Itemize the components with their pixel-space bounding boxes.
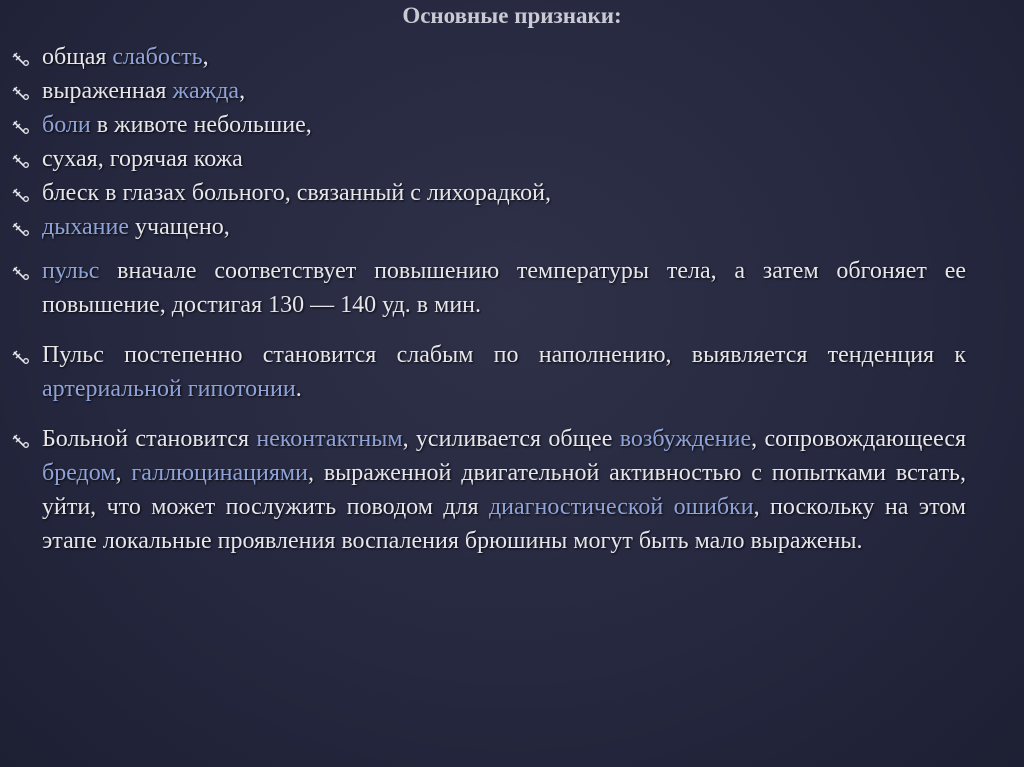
slide-title: Основные признаки:	[402, 3, 622, 28]
highlighted-term: жажда	[172, 78, 240, 104]
bullet-text: сухая, горячая кожа	[42, 146, 243, 172]
bullet-text: Пульс постепенно становится слабым по наполнению, выявляется тенденция к	[42, 342, 966, 368]
bullet-item	[12, 108, 966, 142]
bullet-text: общая	[42, 44, 113, 70]
bullet-text: , усиливается общее	[402, 426, 620, 452]
bullet-text: , сопровождающееся	[751, 426, 967, 452]
bullet-text: , поскольку на этом этапе локальные проявления воспаления брюшины могут быть мало выражены.	[42, 494, 966, 554]
wand-icon	[12, 154, 30, 168]
bullet-text: ,	[239, 78, 246, 104]
wand-icon	[12, 266, 30, 280]
bullet-text: ,	[115, 460, 132, 486]
highlighted-term: боли	[42, 112, 91, 138]
bullet-item	[12, 40, 966, 74]
wand-icon	[12, 222, 30, 236]
bullet-text: ,	[202, 44, 209, 70]
bullet-text: , выраженной двигательной активностью с попытками встать, уйти, что может послужить поводом для	[42, 460, 967, 520]
highlighted-term: артериальной гипотонии	[42, 376, 296, 402]
bullet-text: вначале соответствует повышению температуры тела, а затем обгоняет ее повышение, достигая 130 — 140 уд. в мин.	[42, 258, 966, 318]
bullet-item	[12, 74, 966, 108]
highlighted-term: возбуждение	[619, 426, 752, 452]
bullet-text: блеск в глазах больного, связанный с лихорадкой,	[42, 180, 551, 206]
wand-icon	[12, 52, 30, 66]
bullet-text: в животе небольшие,	[90, 112, 312, 138]
highlighted-term: неконтактным	[256, 426, 403, 452]
bullet-item	[12, 338, 966, 406]
bullet-item	[12, 176, 966, 210]
highlighted-term: дыхание	[42, 214, 130, 240]
wand-icon	[12, 188, 30, 202]
highlighted-term: слабость	[112, 44, 203, 70]
bullet-list	[12, 40, 966, 558]
highlighted-term: пульс	[42, 258, 100, 284]
wand-icon	[12, 86, 30, 100]
bullet-text: учащено,	[129, 214, 230, 240]
highlighted-term: бредом	[42, 460, 116, 486]
bullet-item	[12, 142, 966, 176]
bullet-text: Больной становится	[42, 426, 257, 452]
bullet-item	[12, 210, 966, 244]
wand-icon	[12, 350, 30, 364]
highlighted-term: галлюцинациями	[131, 460, 308, 486]
wand-icon	[12, 120, 30, 134]
bullet-text: .	[295, 376, 302, 402]
bullet-item	[12, 254, 966, 322]
bullet-text: выраженная	[42, 78, 173, 104]
highlighted-term: диагностической ошибки	[488, 494, 754, 520]
bullet-item	[12, 422, 966, 558]
wand-icon	[12, 434, 30, 448]
